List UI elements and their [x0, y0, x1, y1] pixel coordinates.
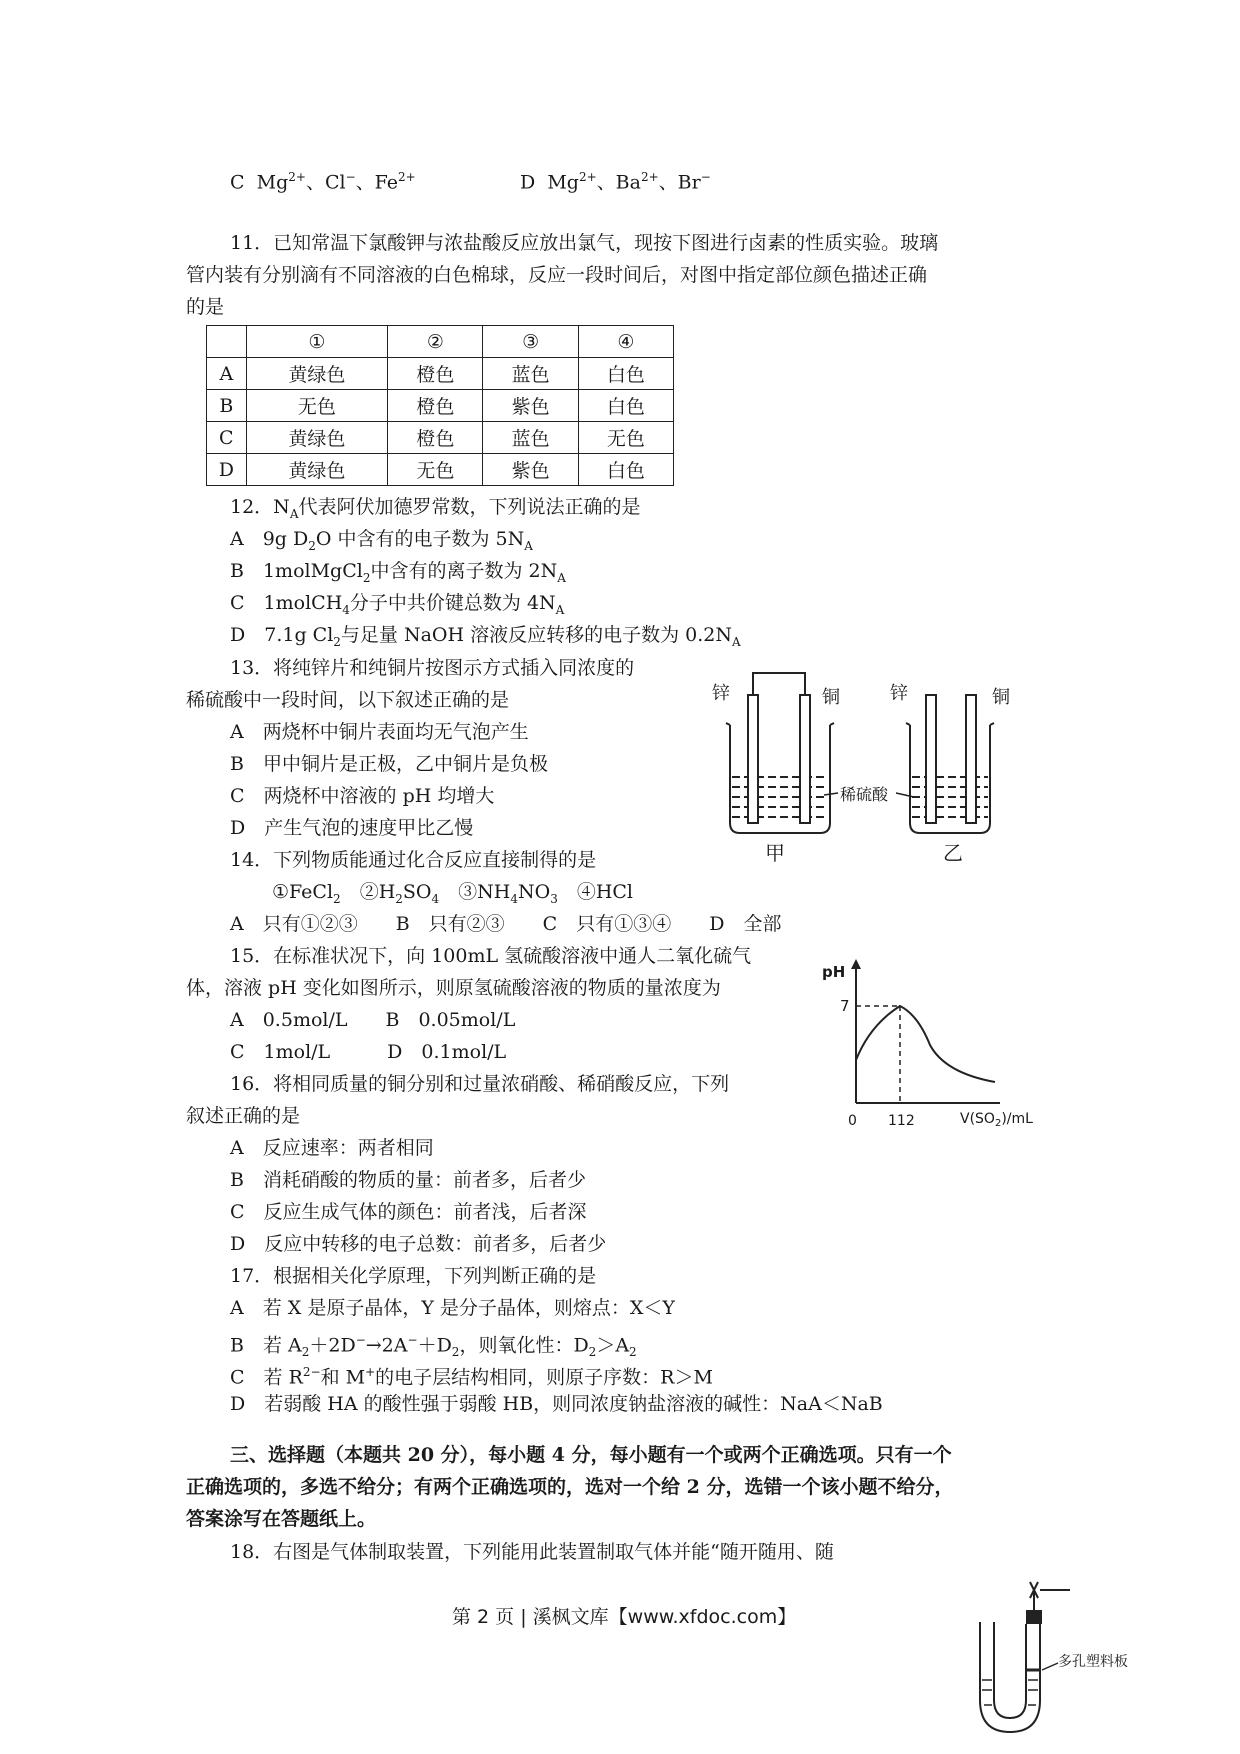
q18-u-tube-figure: [960, 1560, 1130, 1740]
q11-stem-line2: 管内装有分别滴有不同溶液的白色棉球，反应一段时间后，对图中指定部位颜色描述正确: [186, 264, 928, 286]
q11-color-table: [206, 325, 674, 486]
q10-option-d: D $Mg^{2+}$、$Ba^{2+}$、Br−: [520, 170, 711, 194]
q16-stem-line1: 16．将相同质量的铜分别和过量浓硝酸、稀硝酸反应，下列: [230, 1073, 730, 1095]
label-yi: 乙: [943, 841, 963, 865]
table-cell: 黄绿色: [246, 454, 388, 486]
label-zinc-yi: 锌: [890, 683, 908, 704]
table-header-row: [207, 326, 674, 358]
x-axis-label: $V(SO_2)/mL$: [960, 1111, 1033, 1129]
q15-ph-graph: [820, 955, 1040, 1130]
table-cell: 橙色: [388, 390, 483, 422]
q14-options: A 只有①②③ B 只有②③ C 只有①③④ D 全部: [230, 913, 782, 935]
table-cell: 紫色: [483, 454, 578, 486]
table-cell: B: [207, 390, 247, 422]
q10-option-c: C $Mg^{2+}$、Cl−、$Fe^{2+}$: [230, 170, 416, 194]
liquid-lines: [982, 1680, 1038, 1705]
table-cell: A: [207, 358, 247, 390]
q16-stem-line2: 叙述正确的是: [186, 1105, 301, 1127]
x-tick-112: 112: [888, 1113, 915, 1129]
stopper: [1026, 1610, 1042, 1624]
q14-items: ①FeCl$_2$ $②H_2SO_4$ $③NH_4NO_3$ ④HCl: [272, 881, 634, 906]
table-cell: 蓝色: [483, 422, 578, 454]
q11-stem-line1: 11．已知常温下氯酸钾与浓盐酸反应放出氯气，现按下图进行卤素的性质实验。玻璃: [230, 232, 939, 254]
y-tick-7: 7: [840, 997, 850, 1015]
table-cell: 白色: [578, 454, 673, 486]
solution-lines-jia: [732, 777, 828, 817]
section3-heading-line2: 正确选项的，多选不给分；有两个正确选项的，选对一个给 2 分，选错一个该小题不给分，: [186, 1476, 954, 1498]
q12-stem: 12．$N_A$代表阿伏加德罗常数，下列说法正确的是: [230, 496, 641, 521]
q13-stem-line2: 稀硫酸中一段时间，以下叙述正确的是: [186, 689, 510, 711]
ph-curve: [856, 1006, 995, 1082]
table-cell: 黄绿色: [246, 422, 388, 454]
table-row: [207, 390, 674, 422]
table-row: [207, 422, 674, 454]
table-cell: 橙色: [388, 422, 483, 454]
q12-option-b: B 1molMgCl$_2$中含有的离子数为 $2N_A$: [230, 560, 566, 585]
table-cell: 白色: [578, 358, 673, 390]
table-row: [207, 454, 674, 486]
label-jia: 甲: [765, 841, 785, 865]
table-cell: 紫色: [483, 390, 578, 422]
table-cell: ②: [388, 326, 483, 358]
q17-stem: 17．根据相关化学原理，下列判断正确的是: [230, 1265, 597, 1287]
q12-option-c: C 1molCH$_4$分子中共价键总数为 $4N_A$: [230, 592, 565, 617]
q17-option-c: C 若 $R^{2-}$和 M+的电子层结构相同，则原子序数：R＞M: [230, 1365, 713, 1389]
copper-electrode-yi: [966, 695, 976, 823]
y-axis-arrow: [851, 959, 861, 969]
table-cell: 蓝色: [483, 358, 578, 390]
table-cell: ④: [578, 326, 673, 358]
table-cell: ③: [483, 326, 578, 358]
q12-option-d: D 7.1g $Cl_2$与足量 NaOH 溶液反应转移的电子数为 $0.2N_A$: [230, 624, 741, 649]
q17-option-d: D 若弱酸 HA 的酸性强于弱酸 HB，则同浓度钠盐溶液的碱性：NaA＜NaB: [230, 1393, 883, 1415]
q12-option-a: A 9g $D_2O$ 中含有的电子数为 $5N_A$: [230, 528, 533, 553]
q18-stem: 18．右图是气体制取装置，下列能用此装置制取气体并能“随开随用、随: [230, 1541, 834, 1563]
q13-option-b: B 甲中铜片是正极，乙中铜片是负极: [230, 753, 548, 775]
q16-option-d: D 反应中转移的电子总数：前者多，后者少: [230, 1233, 607, 1255]
q13-option-a: A 两烧杯中铜片表面均无气泡产生: [230, 721, 529, 743]
table-cell: 黄绿色: [246, 358, 388, 390]
table-cell: 无色: [246, 390, 388, 422]
table-row: [207, 358, 674, 390]
table-cell: 无色: [578, 422, 673, 454]
q15-stem-line2: 体，溶液 pH 变化如图所示，则原氢硫酸溶液的物质的量浓度为: [186, 977, 721, 999]
table-cell: 橙色: [388, 358, 483, 390]
origin-label: 0: [848, 1113, 857, 1129]
q16-option-c: C 反应生成气体的颜色：前者浅，后者深: [230, 1201, 587, 1223]
q17-option-b: B 若 $A_2+2D^-\to 2A^-+D_2$，则氧化性：$D_2>A_2$: [230, 1333, 637, 1360]
label-copper-yi: 铜: [992, 687, 1010, 708]
section3-heading-line3: 答案涂写在答题纸上。: [186, 1508, 377, 1530]
q13-stem-line1: 13．将纯锌片和纯铜片按图示方式插入同浓度的: [230, 657, 635, 679]
q13-beaker-figure: [700, 665, 1020, 865]
q14-stem: 14．下列物质能通过化合反应直接制得的是: [230, 849, 597, 871]
q15-options-cd: C 1mol/L D 0.1mol/L: [230, 1041, 507, 1063]
copper-electrode-jia: [800, 695, 810, 823]
q13-option-d: D 产生气泡的速度甲比乙慢: [230, 817, 474, 839]
q13-option-c: C 两烧杯中溶液的 pH 均增大: [230, 785, 495, 807]
zinc-electrode-jia: [748, 695, 758, 823]
label-copper-jia: 铜: [822, 687, 840, 708]
table-cell: C: [207, 422, 247, 454]
u-tube: [980, 1622, 1040, 1732]
q16-option-a: A 反应速率：两者相同: [230, 1137, 434, 1159]
zinc-electrode-yi: [926, 695, 936, 823]
label-dilute-sulfuric-acid: 稀硫酸: [840, 785, 889, 804]
label-porous-plastic-plate: 多孔塑料板: [1058, 1654, 1128, 1670]
y-axis-label: pH: [822, 963, 846, 981]
q17-option-a: A 若 X 是原子晶体，Y 是分子晶体，则熔点：X＜Y: [230, 1297, 675, 1319]
table-cell: 白色: [578, 390, 673, 422]
wire-jia: [753, 673, 805, 695]
table-cell: ①: [246, 326, 388, 358]
q15-stem-line1: 15．在标准状况下，向 100mL 氢硫酸溶液中通人二氧化硫气: [230, 945, 752, 967]
table-cell: 无色: [388, 454, 483, 486]
label-zinc-jia: 锌: [712, 683, 730, 704]
page-footer: 第 2 页 | 溪枫文库【www.xfdoc.com】: [452, 1606, 797, 1628]
q11-stem-line3: 的是: [186, 296, 225, 318]
q16-option-b: B 消耗硝酸的物质的量：前者多，后者少: [230, 1169, 586, 1191]
table-cell: D: [207, 454, 247, 486]
q15-options-ab: A 0.5mol/L B 0.05mol/L: [230, 1009, 516, 1031]
table-cell: [207, 326, 247, 358]
section3-heading-line1: 三、选择题（本题共 20 分），每小题 4 分，每小题有一个或两个正确选项。只有一个: [230, 1444, 952, 1466]
